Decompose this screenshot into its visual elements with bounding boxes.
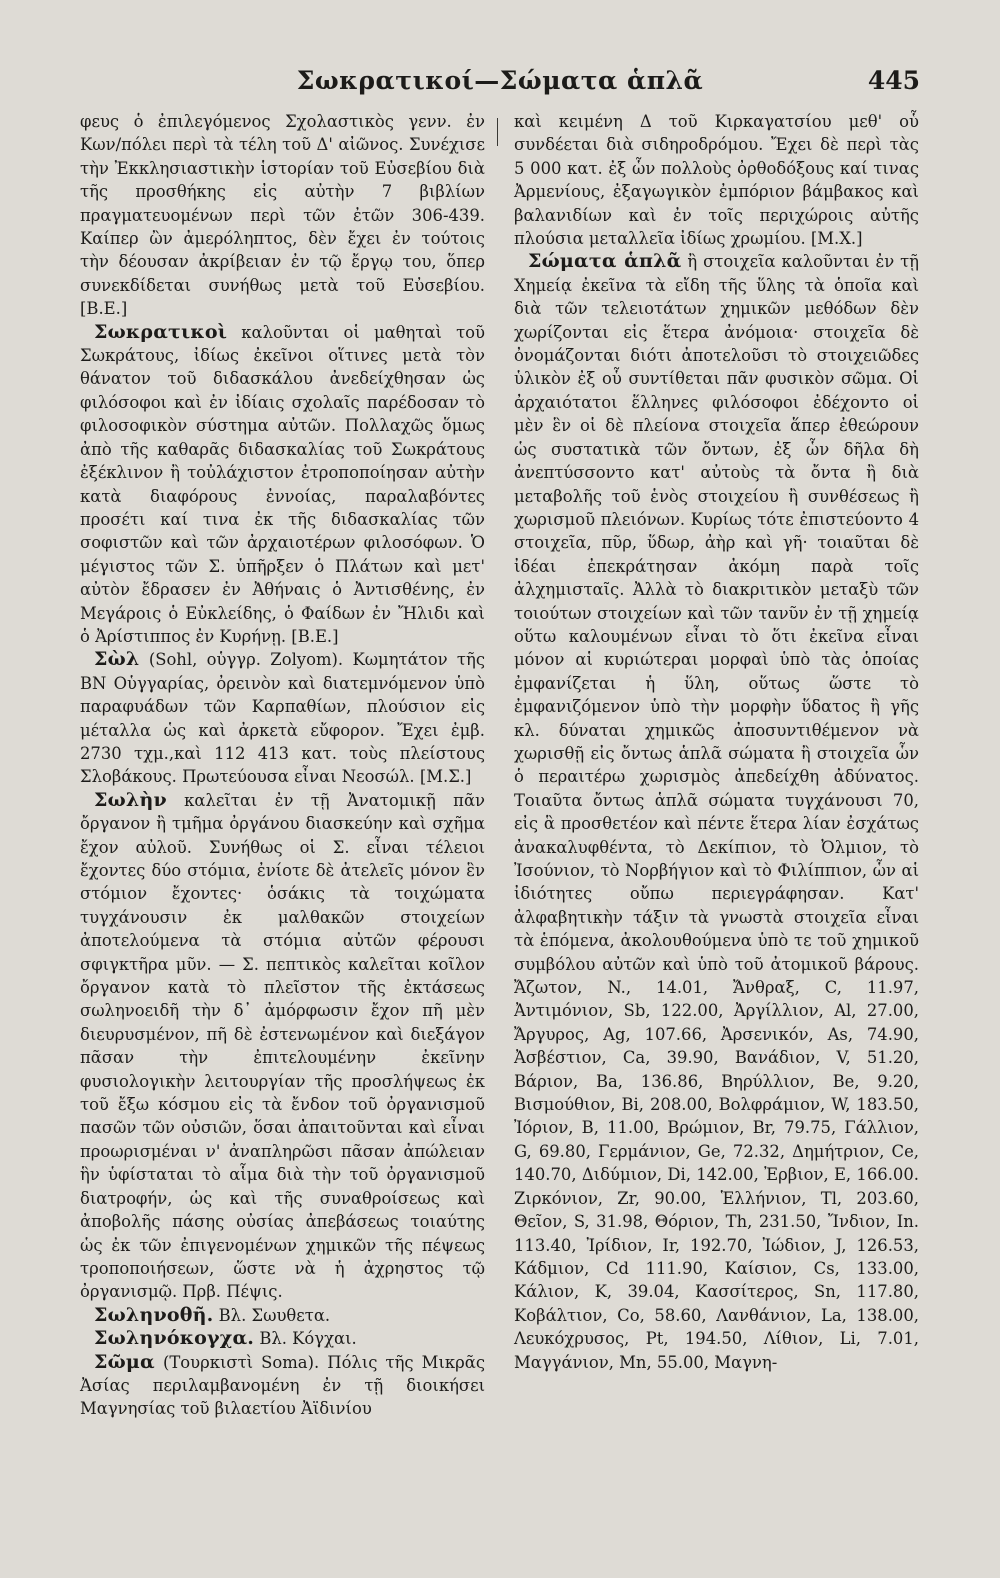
column-divider <box>497 118 498 146</box>
entry-text: καλεῖται ἐν τῇ Ἀνατομικῇ πᾶν ὄργανον ἢ τμῆμα ὀργάνου διασκεύην καὶ σχῆμα ἔχον αὐλοῦ. Συνήθως οἱ Σ. εἶναι τέλειοι ἔχοντες δύο στόμια, ἐνίοτε δὲ ἀτελεῖς μόνον ἓν στόμιον ἔχοντες· ὁσάκις τὰ τοιχώματα τυγχάνουσιν ἐκ μαλθακῶν στοιχείων ἀποτελούμενα τὰ στόμια αὐτῶν φέρουσι σφιγκτῆρα μῦν. — Σ. πεπτικὸς καλεῖται κοῖλον ὄργανον κατὰ τὸ πλεῖστον τῆς ἐκτάσεως σωληνοειδῆ τὴν δ᾽ ἀμόρφωσιν ἔχον πῆ μὲν διευρυσμένον, πῆ δὲ ἐστενωμένον καὶ διεξάγον πᾶσαν τὴν ἐπιτελουμένην ἐκεῖνην φυσιολογικὴν λειτουργίαν τῆς προσλήψεως ἐκ τοῦ ἔξω κόσμου εἰς τὰ ἔνδον τοῦ ὀργανισμοῦ πασῶν τῶν οὐσιῶν, ὅσαι ἀπαιτοῦνται καὶ εἶναι προωρισμέναι ν' ἀναπληρῶσι πᾶσαν ἀπώλειαν ἣν ὑφίσταται τὸ αἷμα διὰ τὴν τοῦ ὀργανισμοῦ διατροφήν, ὡς καὶ τῆς συναθροίσεως καὶ ἀποβολῆς πάσης οὐσίας ἀπεβάσεως τοιαύτης ὡς ἐκ τῶν ἐπιγενομένων χημικῶν τῆς πέψεως τροποποιήσεων, ὥστε νὰ ἡ ἀχρηστος τῷ ὀργανισμῷ. Πρβ. Πέψις. <box>80 790 485 1302</box>
entry-sol <box>80 648 485 788</box>
entry-solinokogcha <box>80 1327 485 1350</box>
headword: Σῶμα <box>94 1350 155 1373</box>
headword: Σωληνόκογχα. <box>94 1327 255 1350</box>
left-column <box>80 110 485 1421</box>
entry-text: Βλ. Κόγχαι. <box>254 1329 357 1349</box>
headword: Σωκρατικοὶ <box>94 320 228 343</box>
entry-sokratikoi <box>80 321 485 649</box>
right-column <box>514 110 919 1374</box>
headword: Σώματα ἁπλᾶ <box>528 250 682 273</box>
running-head-title: Σωκρατικοί—Σώματα ἁπλᾶ <box>296 66 704 95</box>
page-number: 445 <box>867 66 920 95</box>
headword: Σωληνοθῆ. <box>94 1303 214 1326</box>
continued-entry-text: καὶ κειμένη Δ τοῦ Κιρκαγατσίου μεθ' οὗ συνδέεται διὰ σιδηροδρόμου. Ἔχει δὲ περὶ τὰς 5 000 κατ. ἐξ ὧν πολλοὺς ὀρθοδόξους καί τινας Ἀρμενίους, ἐξαγωγικὸν ἐμπόριον βάμβακος καὶ βαλανιδίων καὶ ἐν τοῖς περιχώροις αὐτῆς πλούσια μεταλλεῖα ἰδίως χρωμίου. [Μ.Χ.] <box>514 112 919 249</box>
entry-text: (Τουρκιστὶ Soma). Πόλις τῆς Μικρᾶς Ἀσίας περιλαμβανομένη ἐν τῇ διοικήσει Μαγνησίας τοῦ βιλαετίου Ἀϊδινίου <box>80 1352 485 1419</box>
entry-text: καλοῦνται οἱ μαθηταὶ τοῦ Σωκράτους, ἰδίως ἐκεῖνοι οἵτινες μετὰ τὸν θάνατον τοῦ διδασκάλου ἀνεδείχθησαν ὡς φιλόσοφοι καὶ ἐν ἰδίαις σχολαῖς παρέδοσαν τὸ φιλοσοφικὸν σύστημα αὐτῶν. Πολλαχῶς ὅμως ἀπὸ τῆς καθαρᾶς διδασκαλίας τοῦ Σωκράτους ἐξέκλινον ἢ τοὐλάχιστον ἐτροποποίησαν αὐτὴν κατὰ διαφόρους ἐννοίας, παραλαβόντες προσέτι καί τινα ἐκ τῆς διδασκαλίας τῶν σοφιστῶν καὶ τῶν ἀρχαιοτέρων φιλοσόφων. Ὁ μέγιστος τῶν Σ. ὑπῆρξεν ὁ Πλάτων καὶ μετ' αὐτὸν ἔδρασεν ἐν Ἀθήναις ὁ Ἀντισθένης, ἐν Μεγάροις ὁ Εὐκλείδης, ὁ Φαίδων ἐν Ἤλιδι καὶ ὁ Ἀρίστιππος ἐν Κυρήνῃ. [Β.Ε.] <box>80 322 485 646</box>
continued-entry-text: φευς ὁ ἐπιλεγόμενος Σχολαστικὸς γενν. ἐν Κων/πόλει περὶ τὰ τέλη τοῦ Δ' αἰῶνος. Συνέχισε τὴν Ἐκκλησιαστικὴν ἱστορίαν τοῦ Εὐσεβίου διὰ τῆς προσθήκης εἰς αὐτὴν 7 βιβλίων πραγματευομένων περὶ τῶν ἐτῶν 306-439. Καίπερ ὢν ἀμερόληπτος, δὲν ἔχει ἐν τούτοις τὴν δέουσαν ἀκρίβειαν ἐν τῷ ἔργῳ του, ὅπερ συνεκδίδεται συνήθως μετὰ τοῦ Εὐσεβίου. [Β.Ε.] <box>80 112 485 319</box>
entry-somata-apla <box>514 250 919 1374</box>
entry-text: (Sohl, οὑγγρ. Zolyom). Κωμητάτον τῆς ΒΝ Οὑγγαρίας, ὀρεινὸν καὶ διατεμνόμενον ὑπὸ παραφυάδων τῶν Καρπαθίων, πλούσιον εἰς μέταλλα ὡς καὶ ἀρκετὰ εὔφορον. Ἔχει ἐμβ. 2730 τχμ.,καὶ 112 413 κατ. τοὺς πλείστους Σλοβάκους. Πρωτεύουσα εἶναι Νεοσώλ. [Μ.Σ.] <box>80 650 485 787</box>
entry-text: Βλ. Σωυθετα. <box>213 1305 331 1325</box>
entry-solinothi <box>80 1304 485 1327</box>
entry-soma <box>80 1351 485 1421</box>
headword: Σὼλ <box>94 648 140 671</box>
entry-solin <box>80 789 485 1304</box>
entry-text: ἢ στοιχεῖα καλοῦνται ἐν τῇ Χημείᾳ ἐκεῖνα τὰ εἴδη τῆς ὕλης τὰ ὁποῖα καὶ διὰ τῶν τελειοτάτων χημικῶν μεθόδων δὲν χωρίζονται εἰς ἕτερα ἀνόμοια· στοιχεῖα δὲ ὀνομάζονται διότι ἀποτελοῦσι τὸ στοιχειῶδες ὑλικὸν ἐξ οὗ συντίθεται πᾶν φυσικὸν σῶμα. Οἱ ἀρχαιότατοι ἕλληνες φιλόσοφοι ἐδέχοντο οἱ μὲν ἓν οἱ δὲ πλείονα στοιχεῖα ἅπερ ἐθεώρουν ὡς συστατικὰ τῶν ὄντων, ἐξ ὧν δῆλα δὴ ἀνεπτύσσοντο κατ' αὐτοὺς τὰ ὄντα ἢ διὰ μεταβολῆς τοῦ ἑνὸς στοιχείου ἢ συνθέσεως ἢ χωρισμοῦ πλειόνων. Κυρίως τότε ἐπιστεύοντο 4 στοιχεῖα, πῦρ, ὕδωρ, ἀὴρ καὶ γῆ· τοιαῦται δὲ ἰδέαι ἐπεκράτησαν ἀκόμη παρὰ τοῖς ἀλχημισταῖς. Ἀλλὰ τὸ διακριτικὸν μεταξὺ τῶν τοιούτων στοιχείων καὶ τῶν τανῦν ἐν τῇ χημείᾳ οὕτω καλουμένων εἶναι τὸ ὅτι ἐκεῖνα εἶναι μόνον αἱ κυριώτεραι μορφαὶ ὑπὸ τὰς ὁποίας ἐμφανίζεται ἡ ὕλη, οὕτως ὥστε τὸ ἐμφανιζόμενον ὑπὸ τὴν μορφὴν ὕδατος ἢ γῆς κλ. δύναται χημικῶς ἀποσυντιθέμενον νὰ χωρισθῇ εἰς ὄντως ἁπλᾶ σώματα ἢ στοιχεῖα ὧν ὁ περαιτέρω χωρισμὸς ἀπεδείχθη ἀδύνατος. Τοιαῦτα ὄντως ἁπλᾶ σώματα τυγχάνουσι 70, εἰς ἃ προσθετέον καὶ πέντε ἕτερα λίαν ἐσχάτως ἀνακαλυφθέντα, τὸ Δεκίπιον, τὸ Ὀλμιον, τὸ Ἰσούνιον, τὸ Νορβήγιον καὶ τὸ Φιλίππιον, ὧν αἱ ἰδιότητες οὔπω περιεγράφησαν. Κατ' ἀλφαβητικὴν τάξιν τὰ γνωστὰ στοιχεῖα εἶναι τὰ ἑπόμενα, ἀκολουθούμενα ὑπὸ τε τοῦ χημικοῦ συμβόλου αὐτῶν καὶ ὑπὸ τοῦ ἀτομικοῦ βάρους. Ἄζωτον, N., 14.01, Ἄνθραξ, C, 11.97, Ἀντιμόνιον, Sb, 122.00, Ἀργίλλιον, Al, 27.00, Ἄργυρος, Ag, 107.66, Ἀρσενικόν, As, 74.90, Ἀσβέστιον, Ca, 39.90, Βανάδιον, V, 51.20, Βάριον, Ba, 136.86, Βηρύλλιον, Be, 9.20, Βισμούθιον, Bi, 208.00, Βολφράμιον, W, 183.50, Ἰόριον, B, 11.00, Βρώμιον, Br, 79.75, Γάλλιον, G, 69.80, Γερμάνιον, Ge, 72.32, Δημήτριον, Ce, 140.70, Διδύμιον, Di, 142.00, Ἐρβιον, E, 166.00. Ζιρκόνιον, Zr, 90.00, Ἑλλήνιον, Tl, 203.60, Θεῖον, S, 31.98, Θόριον, Th, 231.50, Ἴνδιον, In. 113.40, Ἰρίδιον, Ir, 192.70, Ἰώδιον, J, 126.53, Κάδμιον, Cd 111.90, Καίσιον, Cs, 133.00, Κάλιον, K, 39.04, Κασσίτερος, Sn, 117.80, Κοβάλτιον, Co, 58.60, Λανθάνιον, La, 138.00, Λευκόχρυσος, Pt, 194.50, Λίθιον, Li, 7.01, Μαγγάνιον, Mn, 55.00, Μαγνη- <box>514 252 920 1372</box>
running-head <box>80 58 920 98</box>
headword: Σωλὴν <box>94 788 167 811</box>
